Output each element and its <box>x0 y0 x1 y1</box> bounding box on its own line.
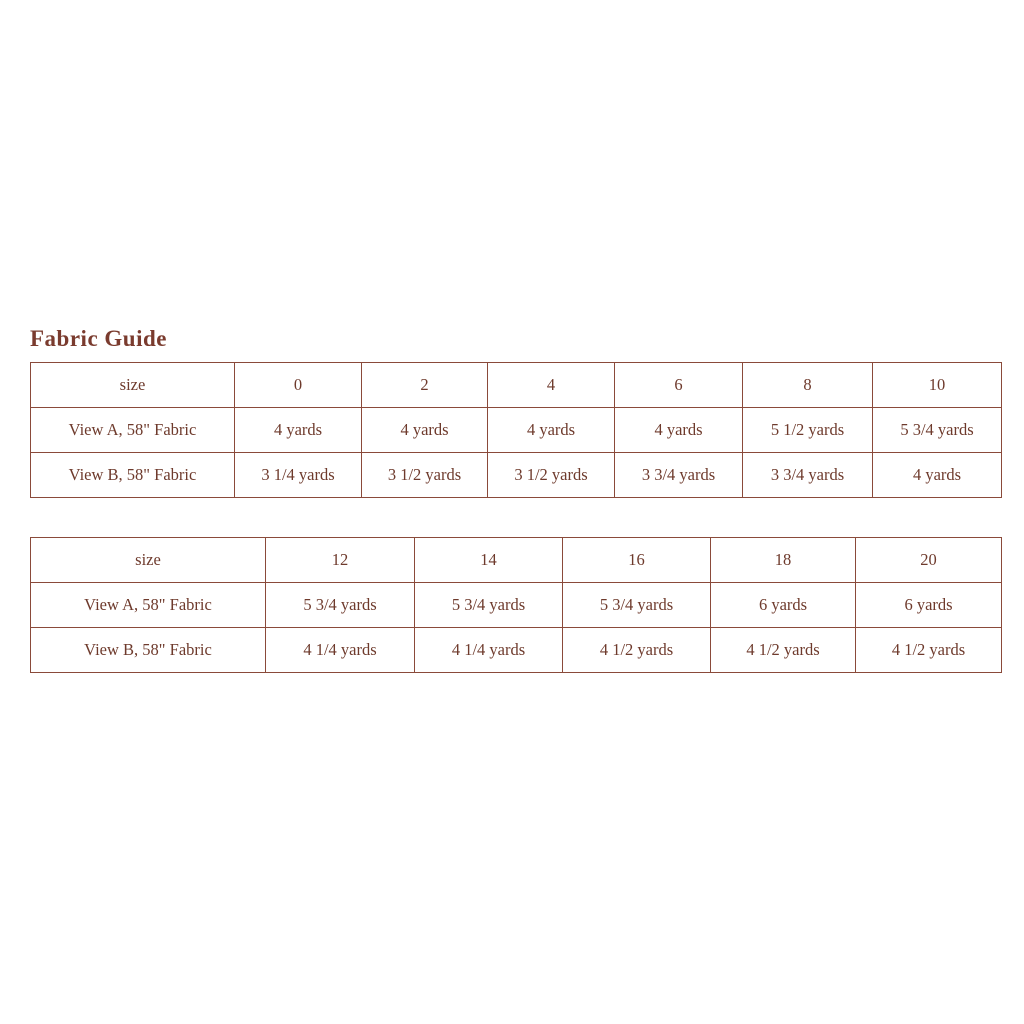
yardage-cell: 5 3/4 yards <box>415 583 563 628</box>
yardage-cell: 4 1/4 yards <box>266 628 415 673</box>
yardage-cell: 3 1/2 yards <box>488 453 615 498</box>
table-row <box>31 453 1002 498</box>
size-header: 10 <box>873 363 1002 408</box>
size-header: 2 <box>362 363 488 408</box>
yardage-cell: 5 3/4 yards <box>873 408 1002 453</box>
row-label: View A, 58" Fabric <box>31 583 266 628</box>
yardage-cell: 3 3/4 yards <box>743 453 873 498</box>
yardage-cell: 3 1/2 yards <box>362 453 488 498</box>
page-title: Fabric Guide <box>30 326 167 351</box>
size-header: 8 <box>743 363 873 408</box>
row-label: View A, 58" Fabric <box>31 408 235 453</box>
size-header: 4 <box>488 363 615 408</box>
yardage-cell: 3 1/4 yards <box>235 453 362 498</box>
yardage-cell: 4 1/4 yards <box>415 628 563 673</box>
fabric-table-large-sizes <box>30 537 1002 673</box>
size-header-label: size <box>31 538 266 583</box>
size-header-label: size <box>31 363 235 408</box>
table-header-row <box>31 538 1002 583</box>
size-header: 12 <box>266 538 415 583</box>
table-row <box>31 628 1002 673</box>
fabric-table-small-sizes <box>30 362 1002 498</box>
yardage-cell: 4 yards <box>873 453 1002 498</box>
table-row <box>31 408 1002 453</box>
yardage-cell: 4 yards <box>235 408 362 453</box>
yardage-cell: 4 yards <box>615 408 743 453</box>
size-header: 20 <box>856 538 1002 583</box>
size-header: 6 <box>615 363 743 408</box>
row-label: View B, 58" Fabric <box>31 453 235 498</box>
table-row <box>31 583 1002 628</box>
yardage-cell: 6 yards <box>711 583 856 628</box>
yardage-cell: 6 yards <box>856 583 1002 628</box>
size-header: 16 <box>563 538 711 583</box>
size-header: 0 <box>235 363 362 408</box>
yardage-cell: 5 3/4 yards <box>563 583 711 628</box>
yardage-cell: 5 3/4 yards <box>266 583 415 628</box>
yardage-cell: 4 1/2 yards <box>563 628 711 673</box>
row-label: View B, 58" Fabric <box>31 628 266 673</box>
yardage-cell: 4 1/2 yards <box>711 628 856 673</box>
size-header: 18 <box>711 538 856 583</box>
yardage-cell: 5 1/2 yards <box>743 408 873 453</box>
size-header: 14 <box>415 538 563 583</box>
yardage-cell: 3 3/4 yards <box>615 453 743 498</box>
yardage-cell: 4 yards <box>362 408 488 453</box>
yardage-cell: 4 1/2 yards <box>856 628 1002 673</box>
yardage-cell: 4 yards <box>488 408 615 453</box>
table-header-row <box>31 363 1002 408</box>
